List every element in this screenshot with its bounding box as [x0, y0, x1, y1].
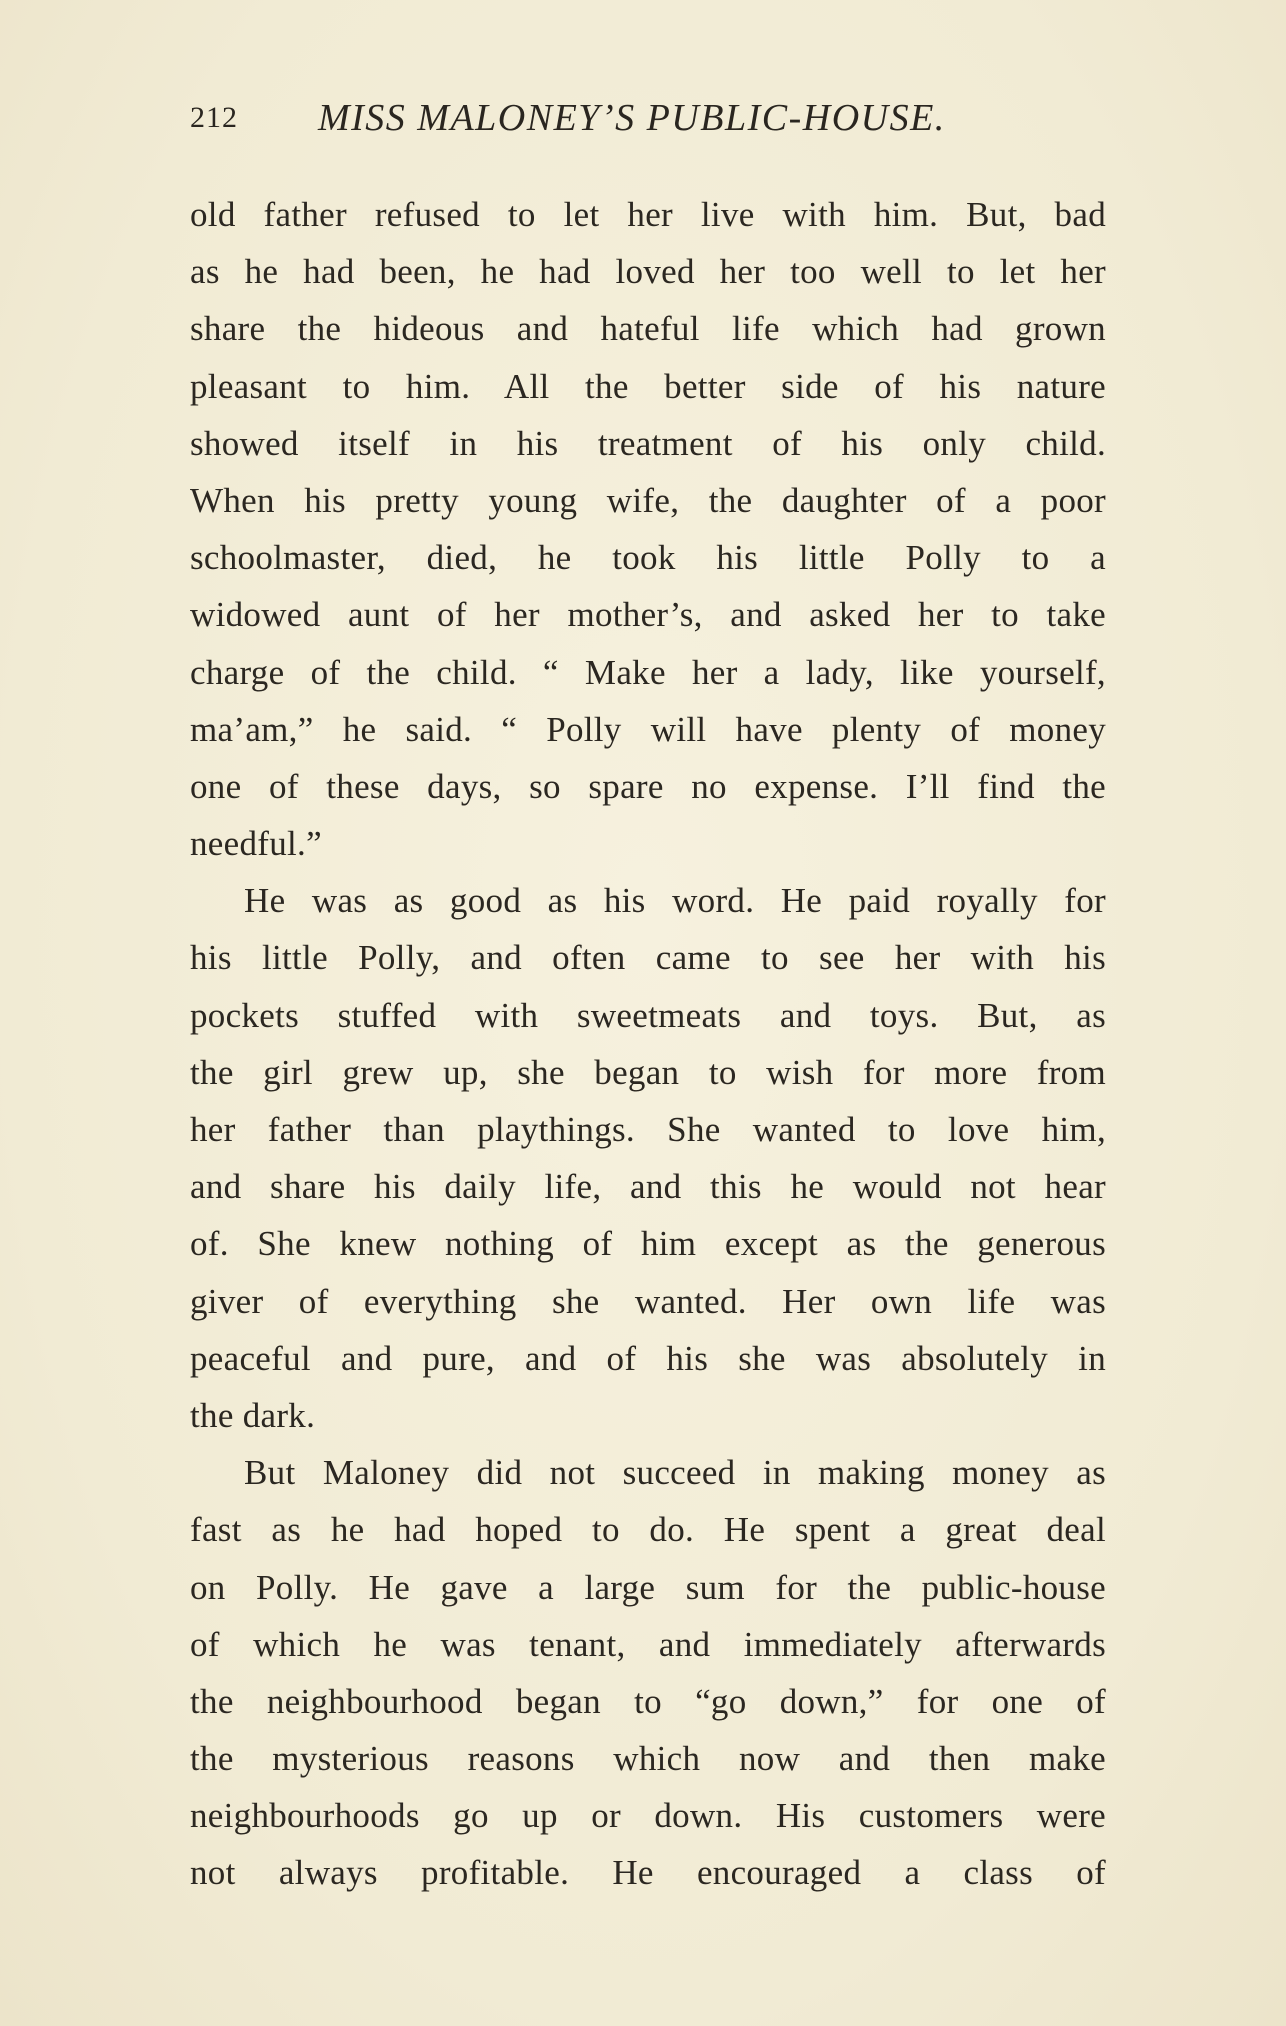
text-line: of. She knew nothing of him except as the generous	[190, 1224, 1106, 1264]
body-text	[190, 186, 1106, 1902]
text-line: her father than playthings. She wanted to love him,	[190, 1110, 1106, 1149]
text-line: the mysterious reasons which now and then make	[190, 1739, 1106, 1779]
text-line: of which he was tenant, and immediately afterwards	[190, 1624, 1106, 1664]
text-line: share the hideous and hateful life which had grown	[190, 309, 1106, 349]
text-line: pleasant to him. All the better side of his nature	[190, 366, 1106, 406]
text-line: the neighbourhood began to “go down,” for one of	[190, 1681, 1106, 1721]
text-line: But Maloney did not succeed in making money as	[244, 1453, 1106, 1493]
text-line: neighbourhoods go up or down. His customers were	[190, 1796, 1106, 1836]
text-line: and share his daily life, and this he would not hear	[190, 1167, 1106, 1207]
text-line: He was as good as his word. He paid royally for	[244, 881, 1106, 921]
running-head: MISS MALONEY’S PUBLIC-HOUSE.	[318, 97, 946, 139]
text-line: not always profitable. He encouraged a class of	[190, 1853, 1106, 1893]
text-line: fast as he had hoped to do. He spent a great deal	[190, 1510, 1106, 1550]
text-line: charge of the child. “ Make her a lady, like yourself,	[190, 652, 1106, 692]
text-line: pockets stuffed with sweetmeats and toys. But, as	[190, 995, 1106, 1035]
text-line: needful.”	[190, 824, 322, 864]
text-line: on Polly. He gave a large sum for the public-house	[190, 1567, 1106, 1607]
text-line: the girl grew up, she began to wish for more from	[190, 1052, 1106, 1092]
text-line: showed itself in his treatment of his only child.	[190, 423, 1106, 463]
text-line: as he had been, he had loved her too well to let her	[190, 252, 1106, 292]
text-line: ma’am,” he said. “ Polly will have plenty of money	[190, 709, 1106, 749]
text-line: peaceful and pure, and of his she was absolutely in	[190, 1338, 1106, 1378]
text-line: one of these days, so spare no expense. I’ll find the	[190, 766, 1106, 806]
text-line: giver of everything she wanted. Her own life was	[190, 1281, 1106, 1321]
text-line: old father refused to let her live with him. But, bad	[190, 195, 1106, 234]
page-number: 212	[190, 101, 238, 134]
page-header	[190, 96, 1106, 146]
text-line: the dark.	[190, 1395, 316, 1435]
text-line: widowed aunt of her mother’s, and asked her to take	[190, 595, 1106, 635]
text-line: his little Polly, and often came to see her with his	[190, 938, 1106, 978]
text-line: schoolmaster, died, he took his little Polly to a	[190, 538, 1106, 578]
text-line: When his pretty young wife, the daughter of a poor	[190, 480, 1106, 520]
